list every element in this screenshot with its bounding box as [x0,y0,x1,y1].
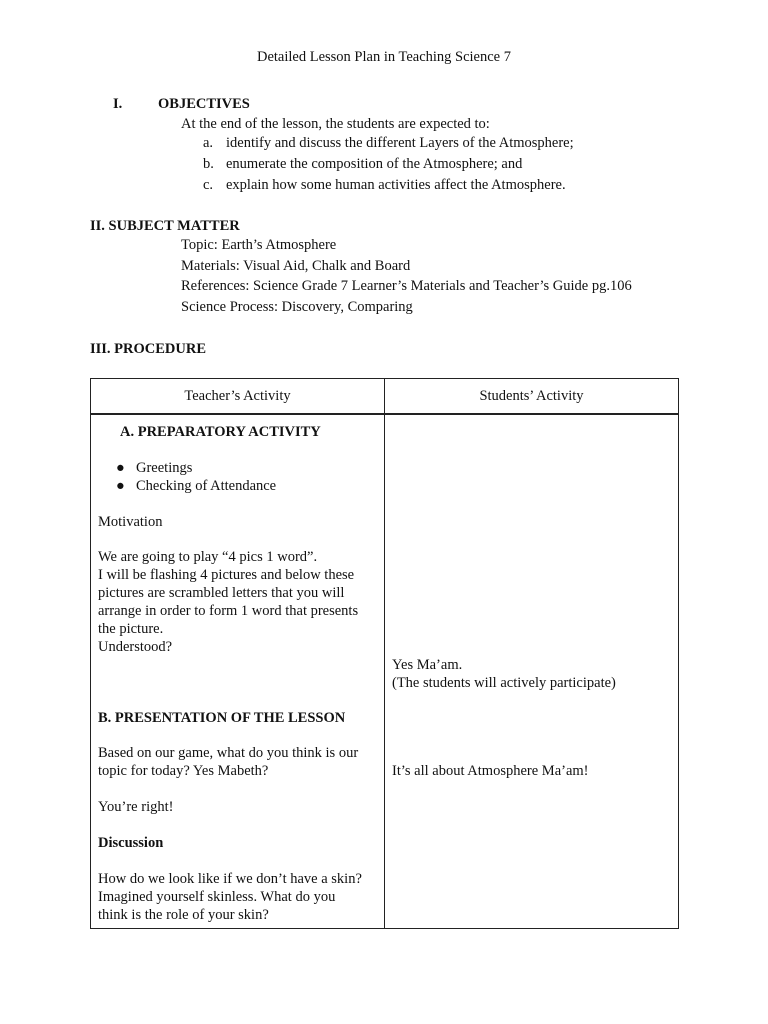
bullet-text: Greetings [136,460,193,476]
preparatory-bullets [91,459,276,495]
discussion-label: Discussion [98,835,164,851]
presentation-heading: B. PRESENTATION OF THE LESSON [98,710,346,726]
objective-text: explain how some human activities affect the Atmosphere. [226,177,566,193]
objective-text: enumerate the composition of the Atmosphere; and [226,156,523,172]
teacher-activity-header: Teacher’s Activity [91,379,385,415]
objective-item [203,134,574,155]
bullet-icon: ● [116,478,125,494]
game-line: We are going to play “4 pics 1 word”. [98,549,318,565]
objective-marker: b. [203,156,214,172]
objectives-list [203,134,574,197]
objective-item [203,155,574,176]
subject-matter-line: Science Process: Discovery, Comparing [181,299,413,316]
game-line: I will be flashing 4 pictures and below these [98,567,355,583]
list-item [91,477,276,495]
students-activity-cell [385,414,679,929]
objective-text: identify and discuss the different Layers of the Atmosphere; [226,135,574,151]
skin-question-line: think is the role of your skin? [98,907,269,923]
preparatory-activity-heading: A. PREPARATORY ACTIVITY [120,424,321,440]
game-line: Understood? [98,639,173,655]
student-response-line: (The students will actively participate) [392,675,616,691]
bullet-text: Checking of Attendance [136,478,277,494]
skin-question-line: How do we look like if we don’t have a skin? [98,871,362,887]
objectives-numeral: I. [113,96,123,112]
game-line: arrange in order to form 1 word that presents [98,603,359,619]
skin-question-line: Imagined yourself skinless. What do you [98,889,336,905]
question-line: Based on our game, what do you think is our [98,745,359,761]
students-activity-header: Students’ Activity [385,379,679,415]
game-line: pictures are scrambled letters that you will [98,585,345,601]
subject-matter-line: References: Science Grade 7 Learner’s Materials and Teacher’s Guide pg.106 [181,278,632,295]
objective-marker: a. [203,135,214,151]
objectives-intro: At the end of the lesson, the students are expected to: [181,116,490,132]
subject-matter-list [181,236,632,319]
document-title: Detailed Lesson Plan in Teaching Science 7 [256,49,511,65]
subject-matter-line: Topic: Earth’s Atmosphere [181,237,337,253]
table-row [91,414,679,929]
list-item [91,459,276,477]
motivation-label: Motivation [98,514,163,530]
student-response: It’s all about Atmosphere Ma’am! [392,763,589,779]
procedure-heading: III. PROCEDURE [90,341,207,357]
objective-marker: c. [203,177,214,193]
affirm-text: You’re right! [98,799,174,815]
subject-matter-line: Materials: Visual Aid, Chalk and Board [181,257,411,274]
objectives-heading: OBJECTIVES [158,96,250,112]
teacher-activity-cell [91,414,385,929]
table-header-row [91,379,679,415]
game-line: the picture. [98,621,164,637]
student-response-line: Yes Ma’am. [392,657,463,673]
objective-item [203,176,574,197]
procedure-table [90,378,679,929]
subject-matter-heading: II. SUBJECT MATTER [90,218,240,234]
question-line: topic for today? Yes Mabeth? [98,763,269,779]
bullet-icon: ● [116,460,125,476]
